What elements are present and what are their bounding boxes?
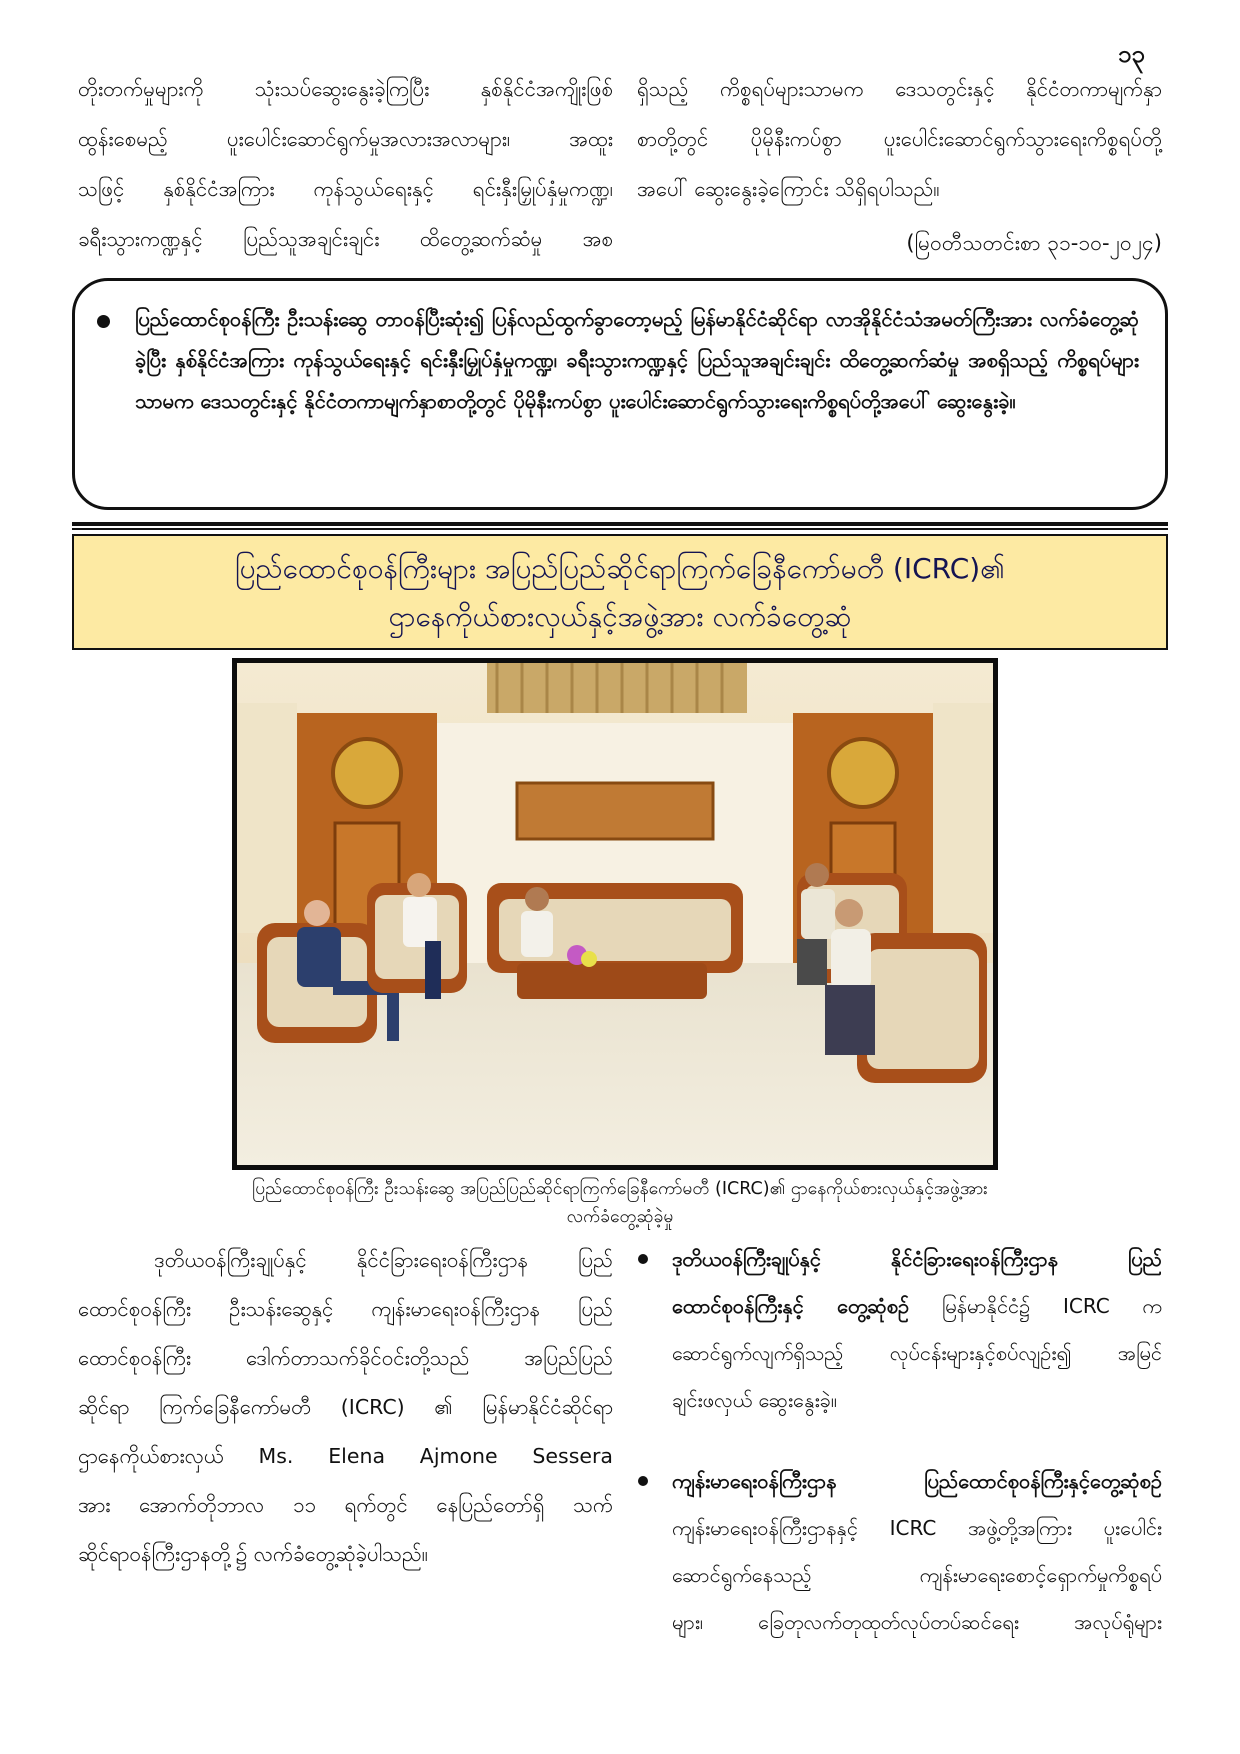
- bullet1-line3: ဆောင်ရွက်လျက်ရှိသည့် လုပ်ငန်းများနှင့်စပ်လျဉ်း၍ အမြင်: [672, 1341, 1162, 1365]
- top-left-column: [78, 64, 613, 264]
- bullet-icon: [97, 315, 110, 328]
- top-right-column: [637, 64, 1162, 214]
- headline-line-2: ဌာနေကိုယ်စားလှယ်နှင့်အဖွဲ့အား လက်ခံတွေ့ဆုံ: [388, 600, 852, 633]
- bullet2-line3: ဆောင်ရွက်နေသည့် ကျန်းမာရေးစောင့်ရှောက်မှုကိစ္စရပ်: [672, 1563, 1162, 1587]
- caption-line-1: ပြည်ထောင်စုဝန်ကြီး ဦးသန်းဆွေ အပြည်ပြည်ဆိုင်ရာကြက်ခြေနီကော်မတီ (ICRC)၏ ဌာနေကိုယ်စားလှယ်နှင့်အဖွဲ့အား: [252, 1179, 988, 1199]
- text-line: ဆိုင်ရာဝန်ကြီးဌာနတို့၌ လက်ခံတွေ့ဆုံခဲ့ပါသည်။: [78, 1542, 428, 1566]
- bullet-point-1: [672, 1236, 1162, 1424]
- text-line: ဆိုင်ရာ ကြက်ခြေနီကော်မတီ (ICRC) ၏ မြန်မာနိုင်ငံဆိုင်ရာ: [78, 1395, 613, 1419]
- photo-caption: [120, 1175, 1120, 1231]
- text-line: ဒုတိယဝန်ကြီးချုပ်နှင့် နိုင်ငံခြားရေးဝန်ကြီးဌာန ပြည်: [154, 1248, 613, 1272]
- meeting-photo: [232, 658, 998, 1170]
- text-line: ရှိသည့် ကိစ္စရပ်များသာမက ဒေသတွင်းနှင့် နိုင်ငံတကာမျက်နှာ: [637, 77, 1162, 101]
- bullet-point-2: [672, 1458, 1162, 1646]
- bullet1-line4: ချင်းဖလှယ် ဆွေးနွေးခဲ့။: [672, 1388, 837, 1412]
- caption-line-2: လက်ခံတွေ့ဆုံခဲ့မှု: [566, 1207, 674, 1227]
- divider-thin: [72, 528, 1168, 530]
- text-line: အား အောက်တိုဘာလ ၁၁ ရက်တွင် နေပြည်တော်ရှိ သက်: [78, 1493, 613, 1517]
- summary-text: ပြည်ထောင်စုဝန်ကြီး ဦးသန်းဆွေ တာဝန်ပြီးဆုံး၍ ပြန်လည်ထွက်ခွာတော့မည့် မြန်မာနိုင်ငံဆိုင်ရာ လာအိုနိုင်ငံသံအမတ်ကြီးအား လက်ခံတွေ့ဆုံခဲ့ပြီး နှစ်နိုင်ငံအကြား ကုန်သွယ်ရေးနှင့် ရင်းနှီးမြှုပ်နှံမှုကဏ္ဍ၊ ခရီးသွားကဏ္ဍနှင့် ပြည်သူအချင်းချင်း ထိတွေ့ဆက်ဆံမှု အစရှိသည့် ကိစ္စရပ်များသာမက ဒေသတွင်းနှင့် နိုင်ငံတကာမျက်နှာစာတို့တွင် ပိုမိုနီးကပ်စွာ ပူးပေါင်းဆောင်ရွက်သွားရေးကိစ္စရပ်တို့အပေါ် ဆွေးနွေးခဲ့။: [135, 307, 1139, 413]
- bullet2-heading: ကျန်းမာရေးဝန်ကြီးဌာန ပြည်ထောင်စုဝန်ကြီးနှင့်တွေ့ဆုံစဉ်: [672, 1469, 1162, 1493]
- text-line: ဌာနေကိုယ်စားလှယ် Ms. Elena Ajmone Sessera: [78, 1444, 613, 1468]
- text-line: ခရီးသွားကဏ္ဍနှင့် ပြည်သူအချင်းချင်း ထိတွေ့ဆက်ဆံမှု အစ: [78, 227, 613, 251]
- divider-thick: [72, 522, 1168, 526]
- text-line: ထောင်စုဝန်ကြီး ဒေါက်တာသက်ခိုင်ဝင်းတို့သည် အပြည်ပြည်: [78, 1346, 613, 1370]
- bullet1-text: မြန်မာနိုင်ငံ၌ ICRC က: [909, 1294, 1162, 1318]
- text-line: အပေါ် ဆွေးနွေးခဲ့ကြောင်း သိရှိရပါသည်။: [637, 177, 940, 201]
- text-line: ထောင်စုဝန်ကြီး ဦးသန်းဆွေနှင့် ကျန်းမာရေးဝန်ကြီးဌာန ပြည်: [78, 1297, 613, 1321]
- news-source: (မြဝတီသတင်းစာ ၃၁-၁၀-၂၀၂၄): [906, 231, 1162, 255]
- text-line: စာတို့တွင် ပိုမိုနီးကပ်စွာ ပူးပေါင်းဆောင်ရွက်သွားရေးကိစ္စရပ်တို့: [637, 127, 1162, 151]
- bullet-icon: [638, 1476, 648, 1486]
- text-line: သဖြင့် နှစ်နိုင်ငံအကြား ကုန်သွယ်ရေးနှင့် ရင်းနှီးမြှုပ်နှံမှုကဏ္ဍ၊: [78, 177, 613, 201]
- meeting-room-illustration: [237, 663, 993, 1165]
- page-number: ၁၃: [1118, 40, 1145, 68]
- bullet2-line2: ကျန်းမာရေးဝန်ကြီးဌာနနှင့် ICRC အဖွဲ့တို့အကြား ပူးပေါင်း: [672, 1516, 1162, 1540]
- bullet1-heading-line2: ထောင်စုဝန်ကြီးနှင့် တွေ့ဆုံစဉ်: [672, 1294, 910, 1318]
- bullet-icon: [638, 1254, 648, 1264]
- bullet2-line4: များ၊ ခြေတုလက်တုထုတ်လုပ်တပ်ဆင်ရေး အလုပ်ရုံများ: [672, 1610, 1162, 1634]
- headline-banner: [72, 534, 1168, 650]
- text-line: တိုးတက်မှုများကို သုံးသပ်ဆွေးနွေးခဲ့ကြပြီး နှစ်နိုင်ငံအကျိုးဖြစ်: [78, 77, 613, 101]
- bullet1-heading-line1: ဒုတိယဝန်ကြီးချုပ်နှင့် နိုင်ငံခြားရေးဝန်ကြီးဌာန ပြည်: [672, 1247, 1162, 1271]
- bottom-left-column: [78, 1236, 613, 1579]
- summary-box: [72, 278, 1168, 510]
- text-line: ထွန်းစေမည့် ပူးပေါင်းဆောင်ရွက်မှုအလားအလာများ၊ အထူး: [78, 127, 613, 151]
- headline-line-1: ပြည်ထောင်စုဝန်ကြီးများ အပြည်ပြည်ဆိုင်ရာကြက်ခြေနီကော်မတီ (ICRC)၏: [234, 552, 1006, 585]
